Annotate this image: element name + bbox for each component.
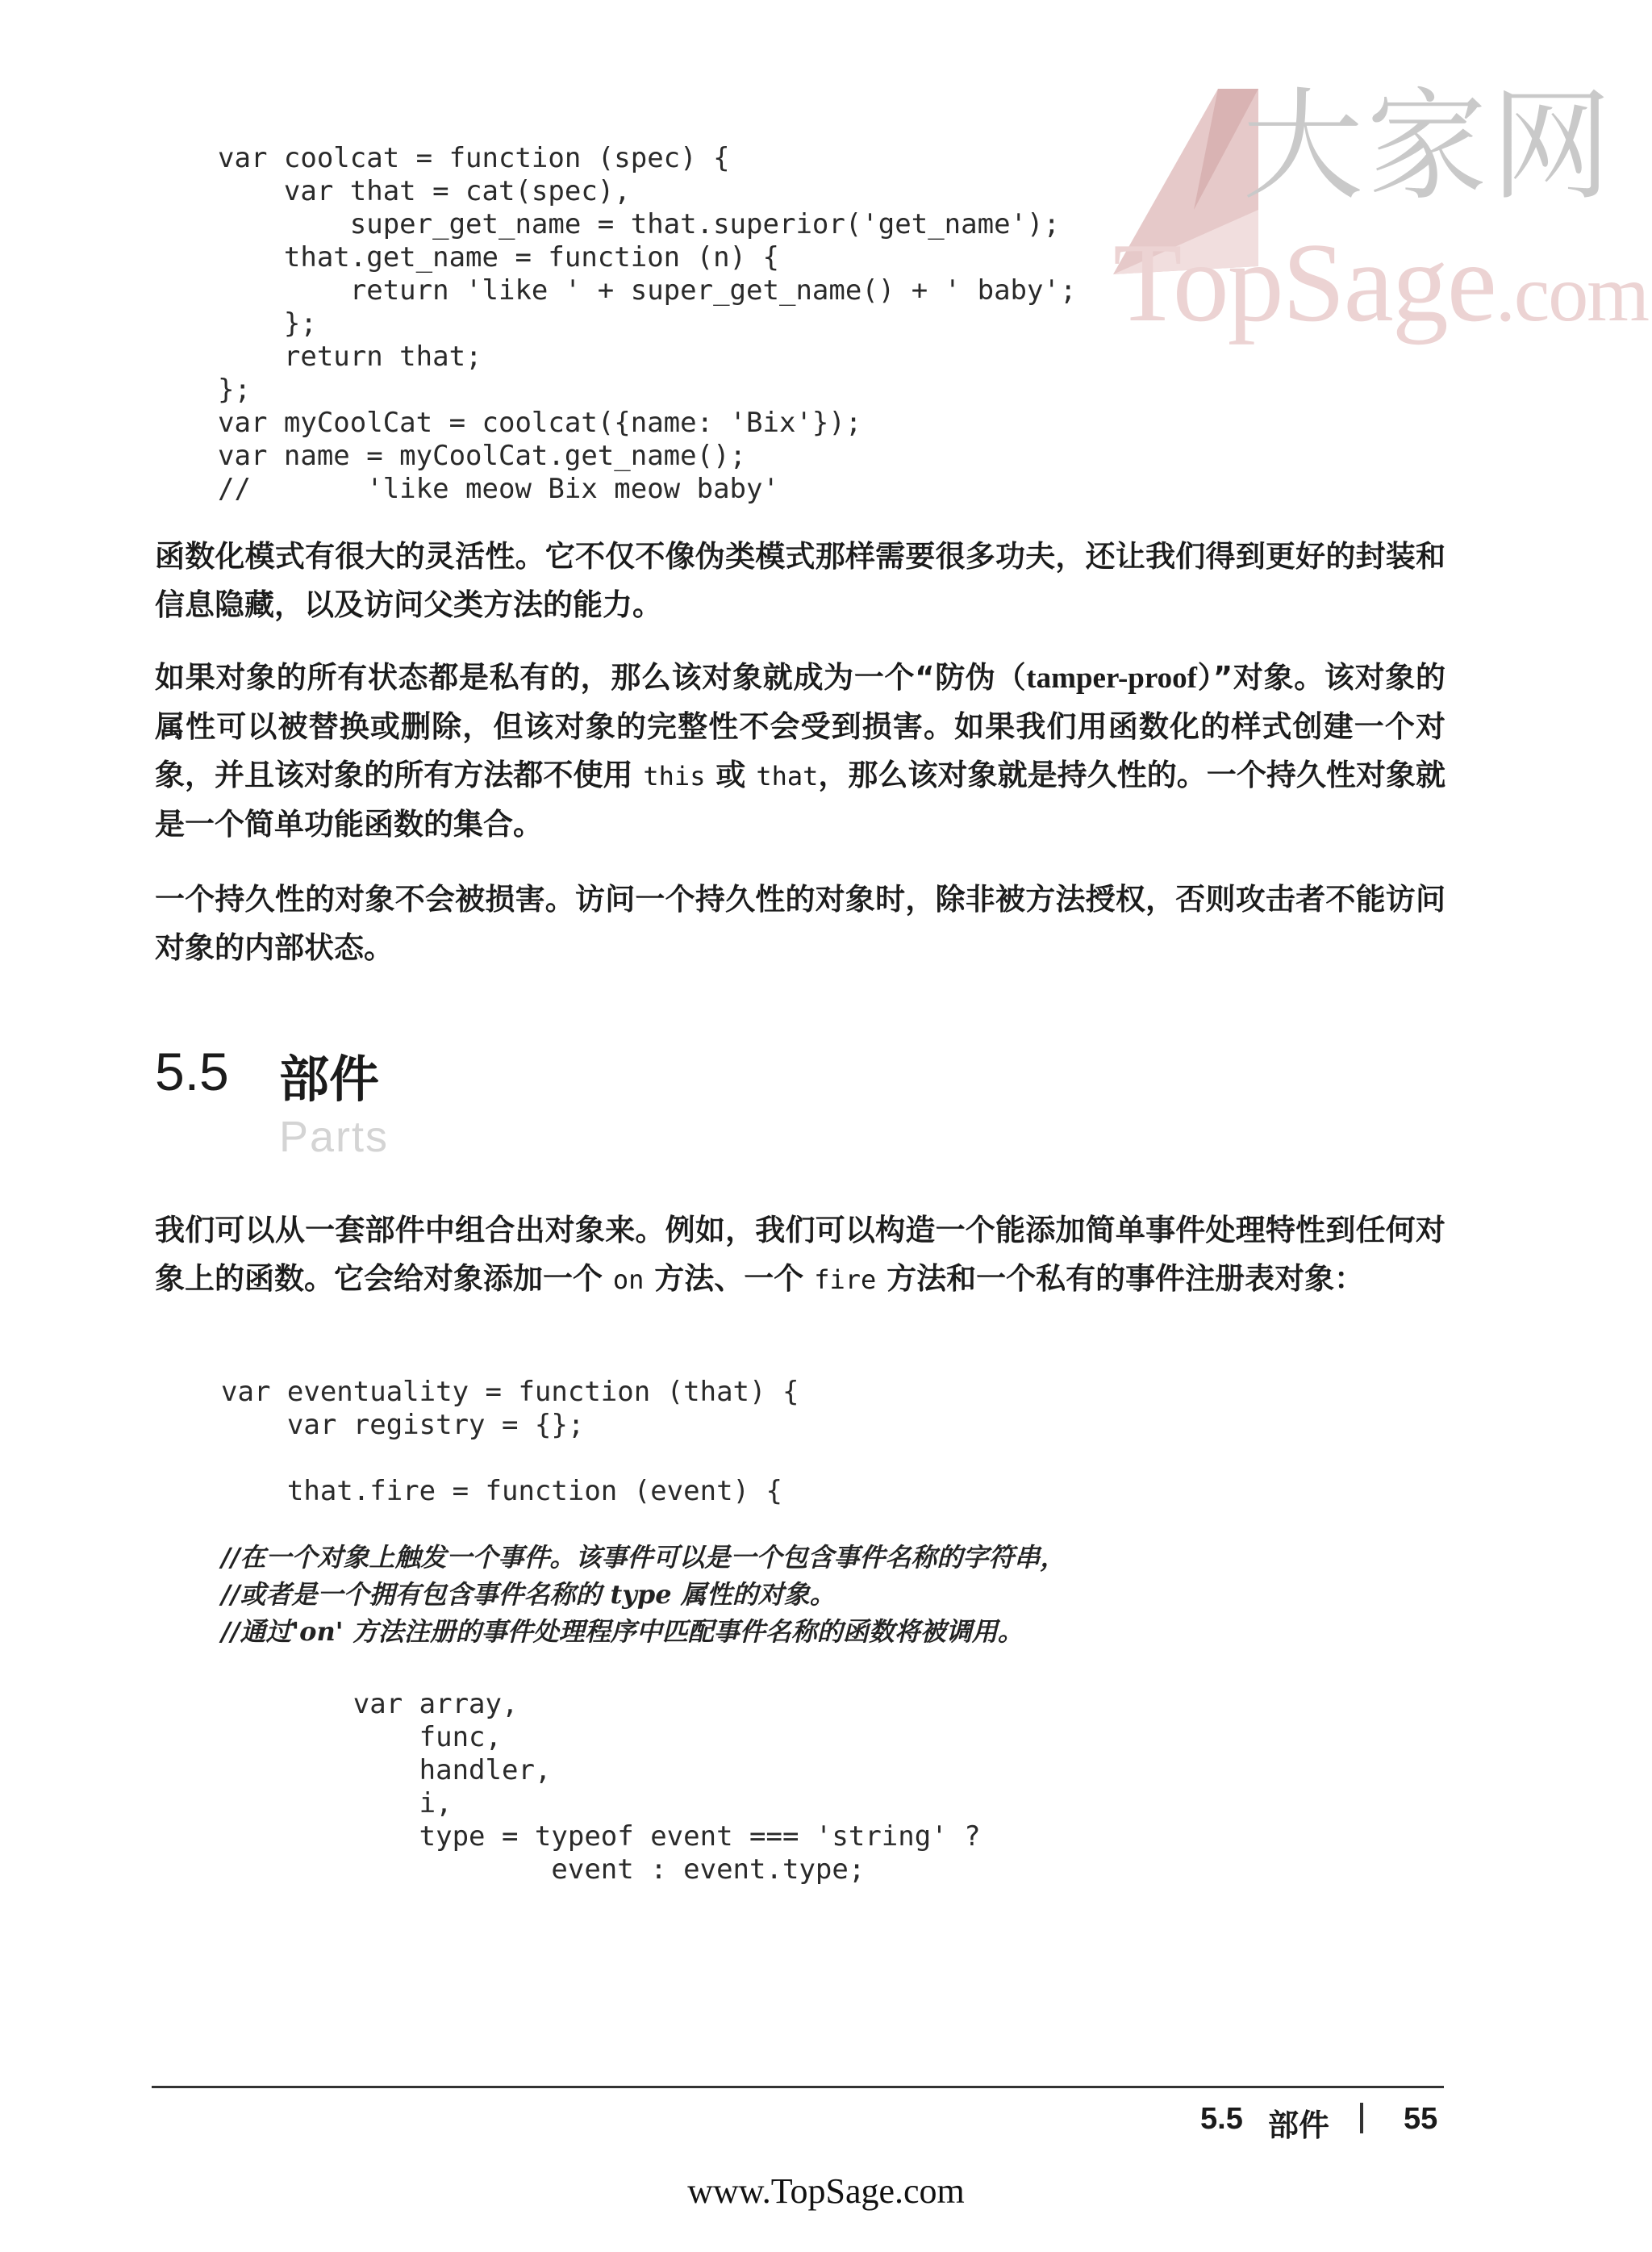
code-line: var eventuality = function (that) {	[221, 1376, 799, 1408]
text-run: 我们可以从一套部件中组合出对象来。例如，我们可以构造一个能添加简单事件处理特性到任何对象上的函数。它会给对象添加一个	[155, 1213, 1446, 1296]
code-line: var coolcat = function (spec) {	[218, 142, 730, 174]
footer-section-title: 部件	[1268, 2108, 1330, 2143]
footer-separator	[1360, 2103, 1363, 2133]
code-block-coolcat	[218, 142, 1076, 506]
watermark-en-domain: .com	[1495, 249, 1649, 338]
code-line	[221, 1442, 799, 1475]
code-line: that.fire = function (event) {	[221, 1475, 782, 1507]
site-url: www.TopSage.com	[687, 2171, 965, 2211]
code-line: type = typeof event === 'string' ?	[221, 1820, 981, 1853]
code-line: func,	[221, 1721, 502, 1753]
text-run: 如果对象的所有状态都是私有的，那么该对象就成为一个“防伪（	[155, 660, 1027, 695]
paragraph-tamper-proof	[155, 654, 1446, 849]
code-comments	[221, 1539, 1066, 1650]
section-title-en: Parts	[279, 1113, 390, 1161]
code-block-fire-vars	[221, 1688, 981, 1886]
section-number: 5.5	[155, 1042, 229, 1101]
code-line: return that;	[218, 341, 482, 373]
text-run-latin: tamper-proof	[1026, 662, 1197, 695]
code-line: return 'like ' + super_get_name() + ' baby';	[218, 274, 1077, 307]
inline-code: fire	[814, 1264, 877, 1295]
code-line: event : event.type;	[221, 1853, 866, 1886]
watermark-cn: 大家网	[1242, 77, 1616, 217]
watermark-en-name: TopSage	[1113, 220, 1496, 345]
paragraph-durable-object: 一个持久性的对象不会被损害。访问一个持久性的对象时，除非被方法授权，否则攻击者不能访问对象的内部状态。	[155, 882, 1446, 965]
code-line: // 'like meow Bix meow baby'	[218, 473, 779, 505]
inline-code: this	[643, 761, 706, 792]
code-comment-line: //在一个对象上触发一个事件。该事件可以是一个包含事件名称的字符串，	[221, 1542, 1066, 1573]
code-line: var registry = {};	[221, 1409, 585, 1441]
code-line: var that = cat(spec),	[218, 175, 631, 207]
code-line: };	[218, 374, 251, 406]
code-line: var myCoolCat = coolcat({name: 'Bix'});	[218, 407, 862, 439]
code-line: handler,	[221, 1754, 552, 1786]
code-line: i,	[221, 1787, 453, 1820]
text-run: ，那么该对象就是持久性的。一个持久性对象就是一个简单功能函数的集合。	[155, 758, 1446, 842]
footer-section-number: 5.5	[1200, 2102, 1243, 2136]
code-comment-line: //通过'on' 方法注册的事件处理程序中匹配事件名称的函数将被调用。	[221, 1616, 1024, 1647]
text-run: 或	[705, 758, 757, 792]
page-number: 55	[1404, 2102, 1438, 2136]
section-title: 部件	[279, 1050, 380, 1109]
text-run: 方法和一个私有的事件注册表对象：	[876, 1261, 1365, 1296]
inline-code: on	[612, 1264, 645, 1295]
footer-rule	[152, 2086, 1444, 2088]
paragraph-parts-intro	[155, 1206, 1446, 1304]
code-line: var name = myCoolCat.get_name();	[218, 440, 747, 472]
code-line: var array,	[221, 1688, 519, 1720]
inline-code: that	[756, 761, 819, 792]
watermark-en	[1113, 218, 1648, 348]
paragraph-functional-flexibility: 函数化模式有很大的灵活性。它不仅不像伪类模式那样需要很多功夫，还让我们得到更好的封装和信息隐藏，以及访问父类方法的能力。	[155, 539, 1446, 622]
code-block-eventuality	[221, 1376, 799, 1508]
code-line: };	[218, 307, 317, 340]
code-line: that.get_name = function (n) {	[218, 241, 779, 274]
text-run: 方法、一个	[644, 1261, 815, 1296]
code-comment-line: //或者是一个拥有包含事件名称的 type 属性的对象。	[221, 1579, 836, 1610]
text-run: ）”对象。该对象的属性可以被替换或删除，但该对象的完整性不会受到损害。如果我们用函数化的样式创建一个对象，并且该对象的所有方法都不使用	[155, 660, 1446, 792]
code-line: super_get_name = that.superior('get_name');	[218, 208, 1060, 240]
